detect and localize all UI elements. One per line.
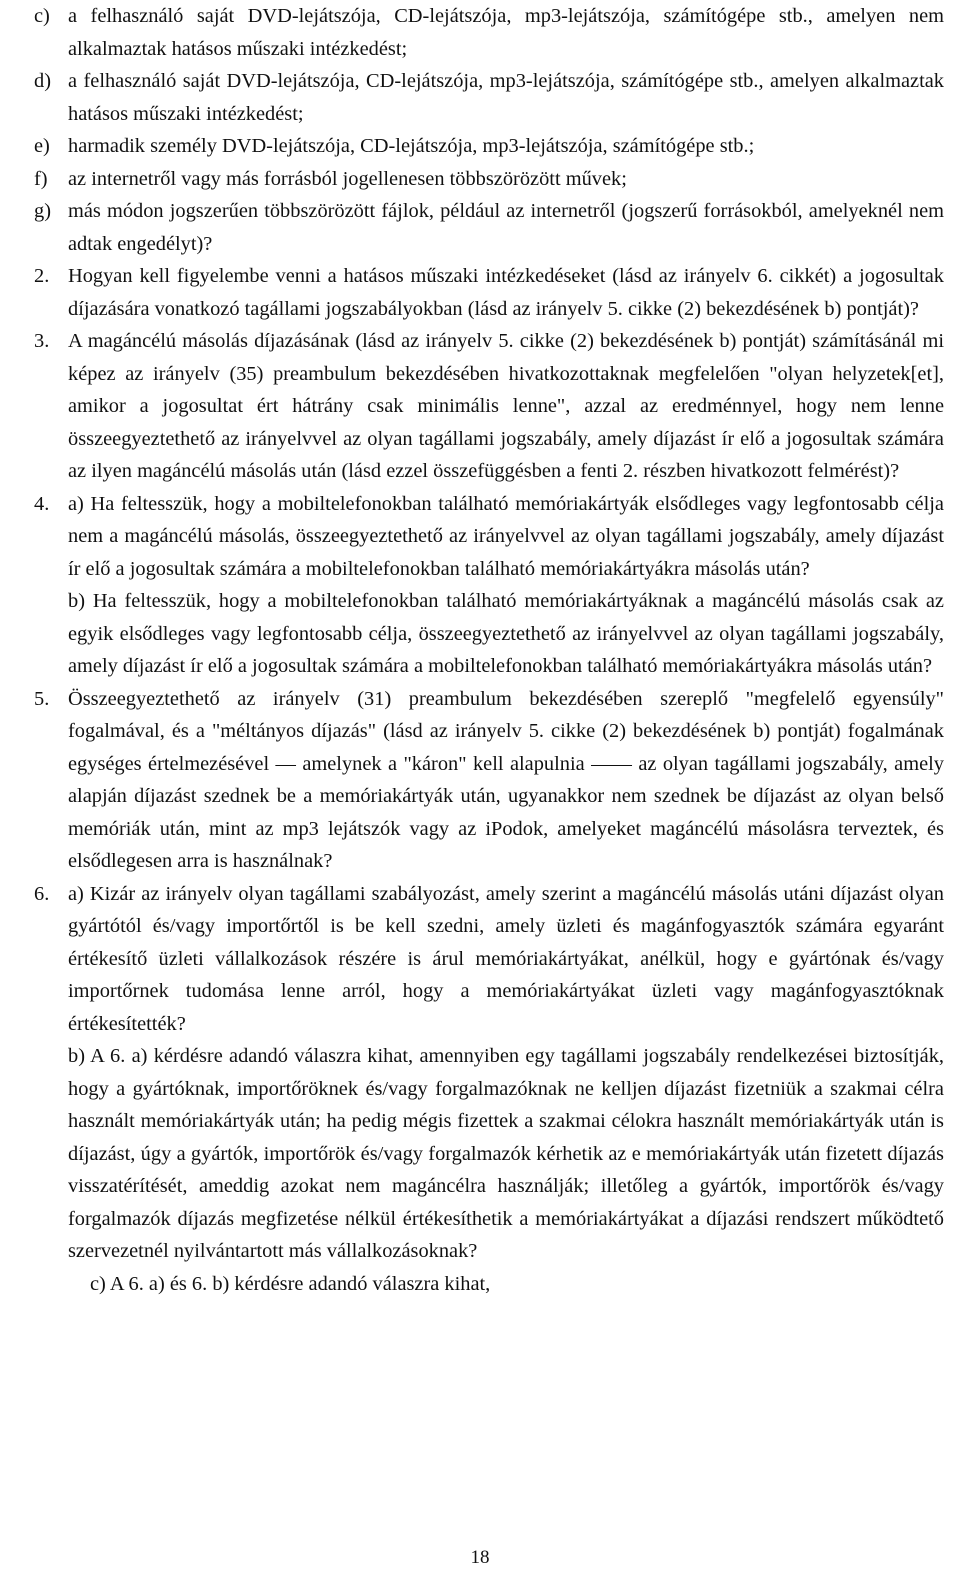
list-item-e xyxy=(34,130,944,163)
question-number: 3. xyxy=(34,330,50,352)
list-item-g xyxy=(34,195,944,260)
list-item-label: e) xyxy=(34,135,50,157)
list-item-label: f) xyxy=(34,167,48,190)
question-3 xyxy=(34,325,944,488)
list-item-text: a felhasználó saját DVD-lejátszója, CD-lejátszója, mp3-lejátszója, számítógépe stb., amelyen alkalmaztak hatásos műszaki intézkedést; xyxy=(68,70,944,125)
list-item-text: a felhasználó saját DVD-lejátszója, CD-lejátszója, mp3-lejátszója, számítógépe stb., amelyen nem alkalmaztak hatásos műszaki intézkedést; xyxy=(68,5,944,60)
page-number: 18 xyxy=(470,1547,490,1568)
em-dash: —— xyxy=(591,752,632,775)
list-item-label: c) xyxy=(34,5,50,27)
question-text: Hogyan kell figyelembe venni a hatásos műszaki intézkedéseket (lásd az irányelv 6. cikkét) a jogosultak díjazására vonatkozó tagállami jogszabályokban (lásd az irányelv 5. cikke (2) bekezdésének b) pontját)? xyxy=(68,265,944,320)
question-number: 5. xyxy=(34,687,50,710)
question-text-part2: az olyan tagállami jogszabály, amely alapján díjazást szednek be a memóriakártyák után, ugyanakkor nem szednek be díjazást az olyan belső memóriák után, mint az mp3 lejátszók vagy az iPodok, amelyeket magáncélú másolásra terveztek, és elsődlegesen arra is használnak? xyxy=(68,752,945,872)
list-item-label: g) xyxy=(34,200,51,222)
document-body xyxy=(34,0,944,1300)
question-6b-text: b) A 6. a) kérdésre adandó válaszra kihat, amennyiben egy tagállami jogszabály rendelkezései biztosítják, hogy a gyártóknak, importőröknek és/vagy forgalmazóknak ne kelljen díjazást fizetniük a szakmai célra használt memóriakártyák után; ha pedig mégis fizettek a szakmai célokra használt memóriakártyák után is díjazást, úgy a gyártók, importőrök és/vagy forgalmazók kérhetik az e memóriakártyák után fizetett díjazás visszatérítését, amеddig azokat nem magáncélra használják; illetőleg a gyártók, importőrök és/vagy forgalmazók díjazás megfizetése nélkül értékesíthetik a memóriakártyákat a díjazási rendszert működtető szervezetnél nyilvántartott más vállalkozásoknak? xyxy=(68,1045,944,1262)
question-4a-text: a) Ha feltesszük, hogy a mobiltelefonokban található memóriakártyák elsődleges vagy legfontosabb célja nem a magáncélú másolás, összeegyeztethető az irányelvvel az olyan tagállami jogszabály, amely díjazást ír elő a jogosultak számára a mobiltelefonokban található memóriakártyákra másolás után? xyxy=(68,492,944,580)
list-item-text: más módon jogszerűen többszörözött fájlok, például az internetről (jogszerű forrásokból, amelyeknél nem adtak engedélyt)? xyxy=(68,200,944,255)
question-number: 6. xyxy=(34,882,50,905)
question-2 xyxy=(34,260,944,325)
question-5 xyxy=(34,683,944,878)
list-item-text: harmadik személy DVD-lejátszója, CD-lejátszója, mp3-lejátszója, számítógépe stb.; xyxy=(68,135,755,157)
list-item-text: az internetről vagy más forrásból jogellenesen többszörözött művek; xyxy=(68,167,627,190)
question-4 xyxy=(34,488,944,683)
question-number: 4. xyxy=(34,492,50,515)
question-text-part1: Összeegyeztethető az irányelv (31) preambulum bekezdésében szereplő "megfelelő egyensúly" fogalmával, és a "méltányos díjazás" (lásd az irányelv 5. cikke (2) bekezdésének b) pontját) fogalmának egységes értelmezésével — amelynek a "káron" kell alapulnia xyxy=(68,687,944,775)
question-6a-text: a) Kizár az irányelv olyan tagállami szabályozást, amely szerint a magáncélú másolás utáni díjazást olyan gyártótól és/vagy importőrtől is be kell szedni, amely üzleti és magánfogyasztók számára egyaránt értékesítő üzleti vállalkozások részére is árul memóriakártyákat, anélkül, hogy e gyártónak és/vagy importőrnek tudomása lenne arról, hogy a memóriakártyákat üzleti vagy magánfogyasztóknak értékesítették? xyxy=(68,882,944,1035)
question-6 xyxy=(34,878,944,1301)
list-item-d xyxy=(34,65,944,130)
list-item-label: d) xyxy=(34,70,51,92)
list-item-c xyxy=(34,0,944,65)
question-6c-text: c) A 6. a) és 6. b) kérdésre adandó válaszra kihat, xyxy=(90,1272,491,1295)
question-number: 2. xyxy=(34,265,50,287)
question-4b-text: b) Ha feltesszük, hogy a mobiltelefonokban található memóriakártyáknak a magáncélú másolás csak az egyik elsődleges vagy legfontosabb célja, összeegyeztethető az irányelvvel az olyan tagállami jogszabály, amely díjazást ír elő a jogosultak számára a mobiltelefonokban található memóriakártyákra másolás után? xyxy=(68,590,944,677)
list-item-f xyxy=(34,163,944,196)
question-text: A magáncélú másolás díjazásának (lásd az irányelv 5. cikke (2) bekezdésének b) pontját) számításánál mi képez az irányelv (35) preambulum bekezdésében hivatkozottaknak megfelelően "olyan helyzetek[et], amikor a jogosultat ért hátrány csak minimális lenne", azzal az eredménnyel, hogy nem lenne összeegyeztethető az irányelvvel az olyan tagállami jogszabály, amely díjazást ír elő a jogosultak számára az ilyen magáncélú másolás után (lásd ezzel összefüggésben a fenti 2. részben hivatkozott felmérést)? xyxy=(68,330,944,482)
